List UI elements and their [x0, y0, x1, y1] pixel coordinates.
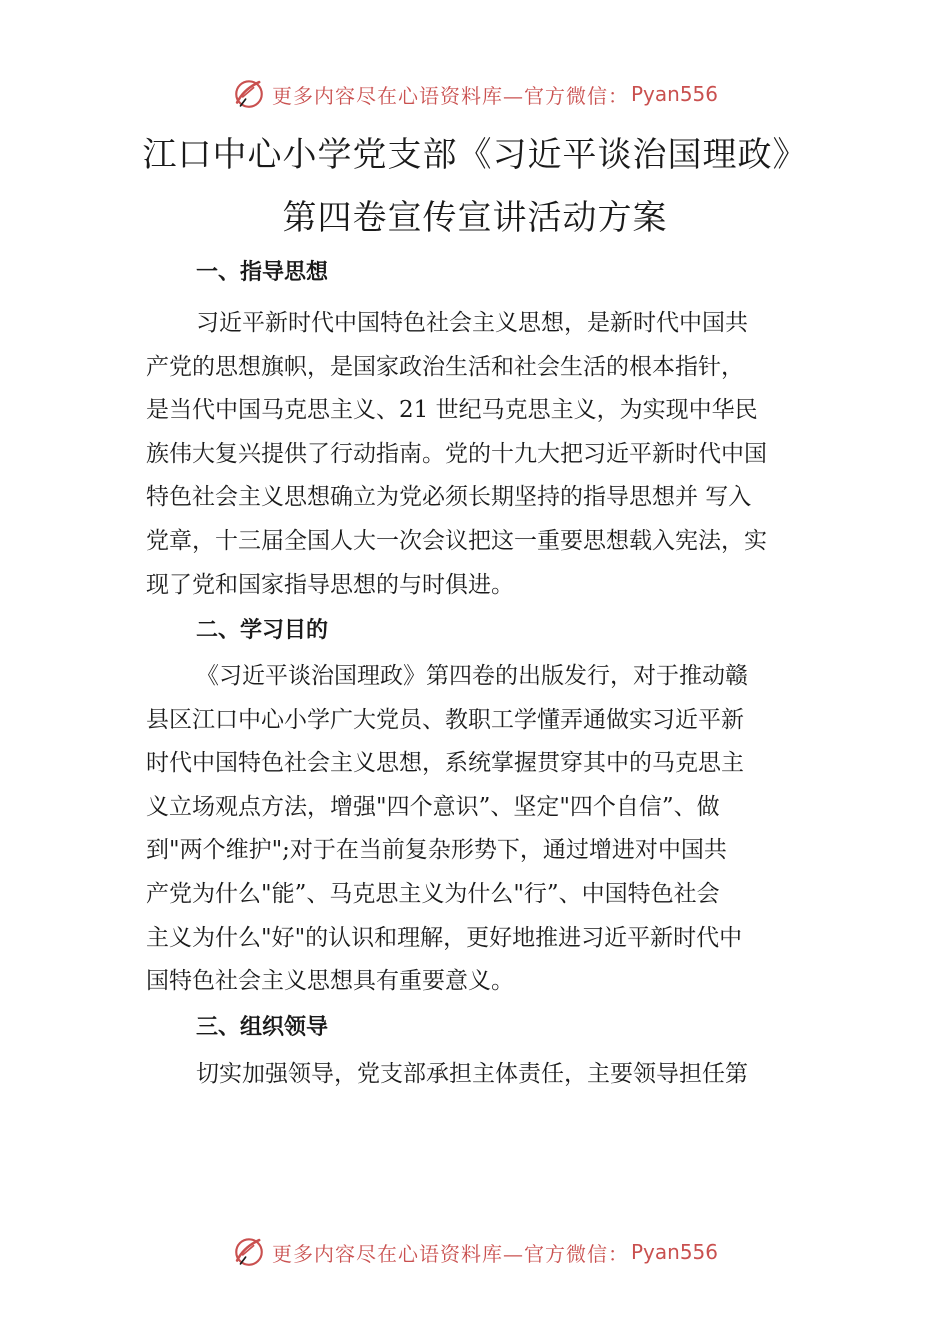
watermark-wechat-id: Pyan556: [630, 82, 718, 106]
section-paragraph-organization: [146, 1053, 814, 1097]
paragraph-line: 到"两个维护";对于在当前复杂形势下，通过增进对中国共: [146, 837, 727, 864]
watermark-wechat-id: Pyan556: [630, 1240, 718, 1264]
paragraph-line: 《习近平谈治国理政》第四卷的出版发行，对于推动赣: [196, 663, 748, 689]
watermark-text: 更多内容尽在心语资料库—官方微信：: [271, 1241, 629, 1266]
document-title-line-1: 江口中心小学党支部《习近平谈治国理政》: [142, 135, 808, 175]
section-heading-study-purpose: 二、学习目的: [196, 618, 329, 643]
paragraph-line: 是当代中国马克思主义、21 世纪马克思主义，为实现中华民: [146, 397, 758, 424]
section-heading-guiding-thought: 一、指导思想: [196, 260, 329, 285]
paragraph-line: 国特色社会主义思想具有重要意义。: [146, 968, 514, 995]
paragraph-line: 义立场观点方法，增强"四个意识”、坚定"四个自信”、做: [146, 793, 720, 820]
section-heading-organization: 三、组织领导: [196, 1015, 329, 1040]
paragraph-line: 特色社会主义思想确立为党必须长期坚持的指导思想并 写入: [146, 484, 752, 511]
footer-watermark: [0, 1230, 950, 1274]
header-watermark: [0, 72, 950, 116]
paragraph-line: 主义为什么"好"的认识和理解，更好地推进习近平新时代中: [146, 924, 743, 951]
paragraph-line: 切实加强领导，党支部承担主体责任，主要领导担任第: [196, 1061, 748, 1087]
paragraph-line: 族伟大复兴提供了行动指南。党的十九大把习近平新时代中国: [146, 440, 767, 467]
pen-logo-icon: [232, 77, 266, 111]
paragraph-line: 习近平新时代中国特色社会主义思想，是新时代中国共: [196, 310, 748, 336]
paragraph-line: 县区江口中心小学广大党员、教职工学懂弄通做实习近平新: [146, 706, 744, 733]
pen-logo-icon: [232, 1235, 266, 1269]
section-paragraph-guiding-thought: [146, 302, 814, 607]
document-title-line-2: 第四卷宣传宣讲活动方案: [282, 198, 668, 238]
paragraph-line: 产党为什么"能”、马克思主义为什么"行”、中国特色社会: [146, 880, 720, 907]
paragraph-line: 现了党和国家指导思想的与时俱进。: [146, 571, 514, 598]
paragraph-line: 产党的思想旗帜，是国家政治生活和社会生活的根本指针，: [146, 353, 744, 380]
section-paragraph-study-purpose: [146, 655, 814, 1004]
paragraph-line: 时代中国特色社会主义思想，系统掌握贯穿其中的马克思主: [146, 750, 744, 777]
watermark-text: 更多内容尽在心语资料库—官方微信：: [271, 83, 629, 108]
paragraph-line: 党章，十三届全国人大一次会议把这一重要思想载入宪法，实: [146, 527, 767, 554]
